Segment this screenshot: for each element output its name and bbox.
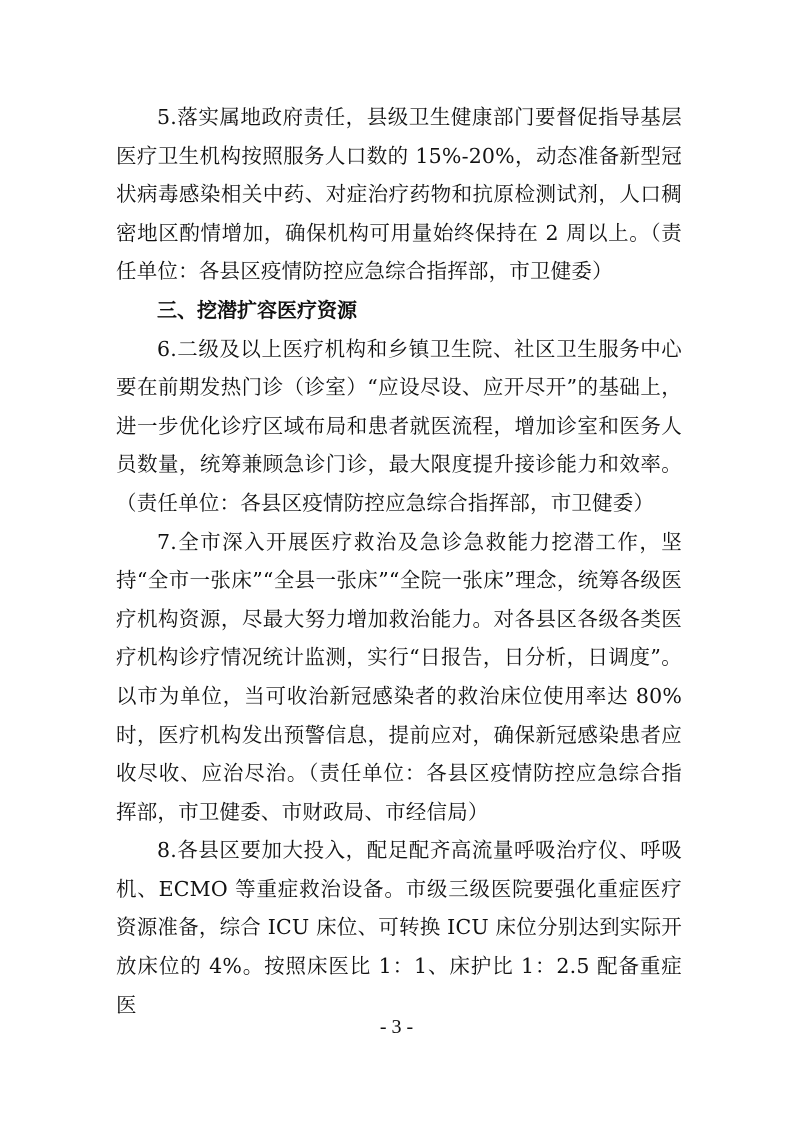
document-body <box>116 98 682 1024</box>
page-number: - 3 - <box>379 1016 414 1038</box>
paragraph-6: 6.二级及以上医疗机构和乡镇卫生院、社区卫生服务中心要在前期发热门诊（诊室）“应设尽设、应开尽开”的基础上，进一步优化诊疗区域布局和患者就医流程，增加诊室和医务人员数量，统筹兼顾急诊门诊，最大限度提升接诊能力和效率。（责任单位：各县区疫情防控应急综合指挥部，市卫健委） <box>116 336 682 515</box>
paragraph-7: 7.全市深入开展医疗救治及急诊急救能力挖潜工作，坚持“全市一张床”“全县一张床”“全院一张床”理念，统筹各级医疗机构资源，尽最大努力增加救治能力。对各县区各级各类医疗机构诊疗情况统计监测，实行“日报告，日分析，日调度”。以市为单位，当可收治新冠感染者的救治床位使用率达 80%时，医疗机构发出预警信息，提前应对，确保新冠感染患者应收尽收、应治尽治。（责任单位：各县区疫情防控应急综合指挥部，市卫健委、市财政局、市经信局） <box>116 529 682 824</box>
paragraph-8: 8.各县区要加大投入，配足配齐高流量呼吸治疗仪、呼吸机、ECMO 等重症救治设备。市级三级医院要强化重症医疗资源准备，综合 ICU 床位、可转换 ICU 床位分别达到实际开放床位的 4%。按照床医比 1：1、床护比 1：2.5 配备重症医 <box>116 838 682 1017</box>
paragraph-5: 5.落实属地政府责任，县级卫生健康部门要督促指导基层医疗卫生机构按照服务人口数的 15%-20%，动态准备新型冠状病毒感染相关中药、对症治疗药物和抗原检测试剂，人口稠密地区酌情增加，确保机构可用量始终保持在 2 周以上。（责任单位：各县区疫情防控应急综合指挥部，市卫健委） <box>116 105 682 284</box>
section-heading: 三、挖潜扩容医疗资源 <box>157 297 357 322</box>
